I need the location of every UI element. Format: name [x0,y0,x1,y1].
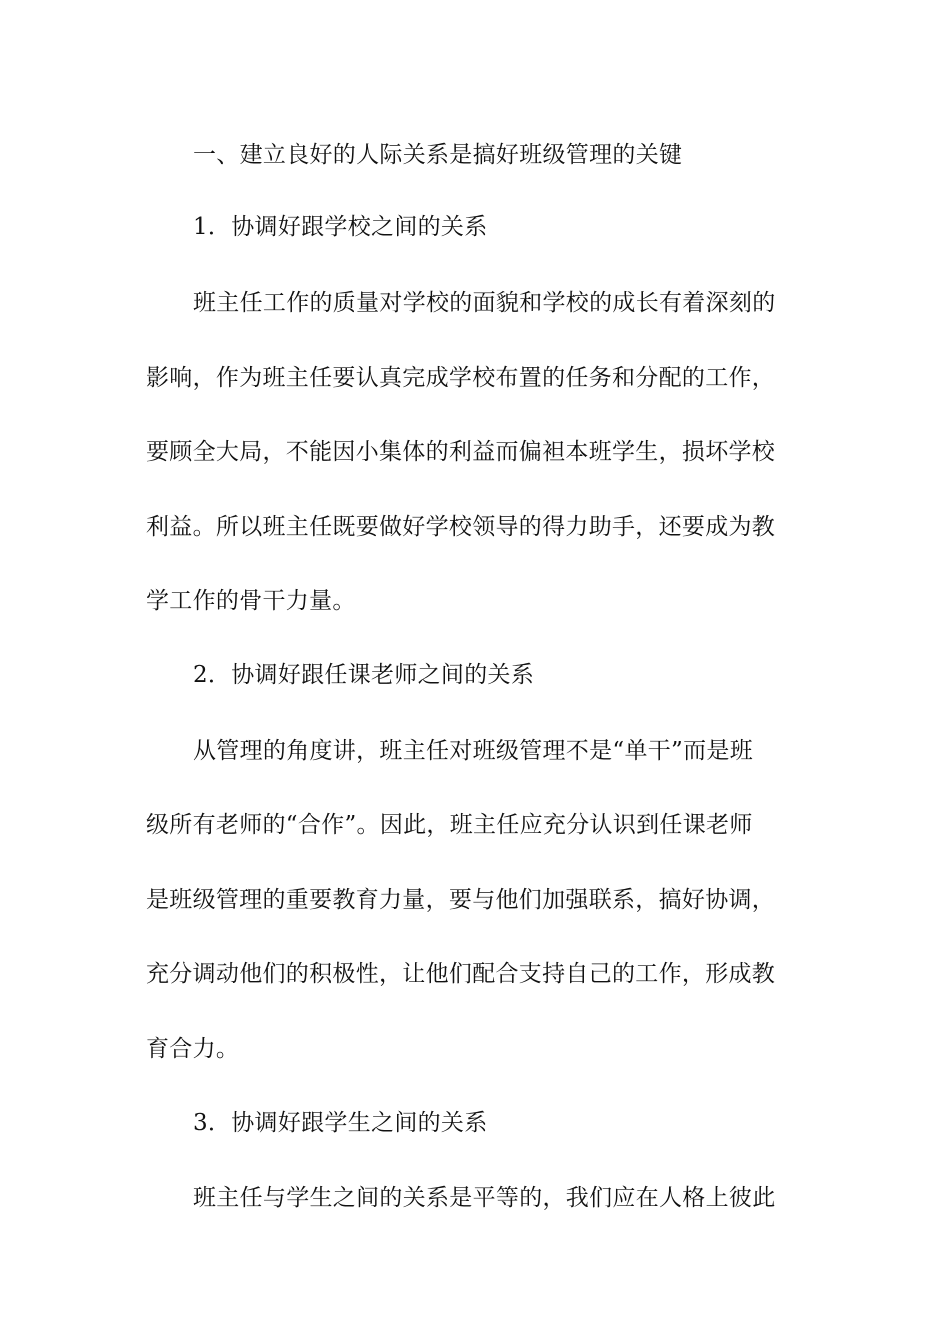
subsection-title-1: 1．协调好跟学校之间的关系 [193,214,488,240]
paragraph-line: 是班级管理的重要教育力量，要与他们加强联系，搞好协调， [146,887,776,913]
paragraph-line: 学工作的骨干力量。 [146,588,356,614]
paragraph-line: 要顾全大局，不能因小集体的利益而偏袒本班学生，损坏学校 [146,439,776,465]
paragraph-line: 影响，作为班主任要认真完成学校布置的任务和分配的工作， [146,365,776,391]
paragraph-line: 充分调动他们的积极性，让他们配合支持自己的工作，形成教 [146,961,776,987]
paragraph-line: 从管理的角度讲，班主任对班级管理不是“单干”而是班 [193,738,754,764]
paragraph-line: 育合力。 [146,1036,240,1062]
paragraph-line: 级所有老师的“合作”。因此，班主任应充分认识到任课老师 [146,812,753,838]
section-heading: 一、建立良好的人际关系是搞好班级管理的关键 [193,142,683,168]
subsection-title-2: 2．协调好跟任课老师之间的关系 [193,662,535,688]
paragraph-line: 班主任工作的质量对学校的面貌和学校的成长有着深刻的 [193,290,776,316]
paragraph-line: 利益。所以班主任既要做好学校领导的得力助手，还要成为教 [146,514,776,540]
paragraph-line: 班主任与学生之间的关系是平等的，我们应在人格上彼此 [193,1185,776,1211]
subsection-title-3: 3．协调好跟学生之间的关系 [193,1110,488,1136]
